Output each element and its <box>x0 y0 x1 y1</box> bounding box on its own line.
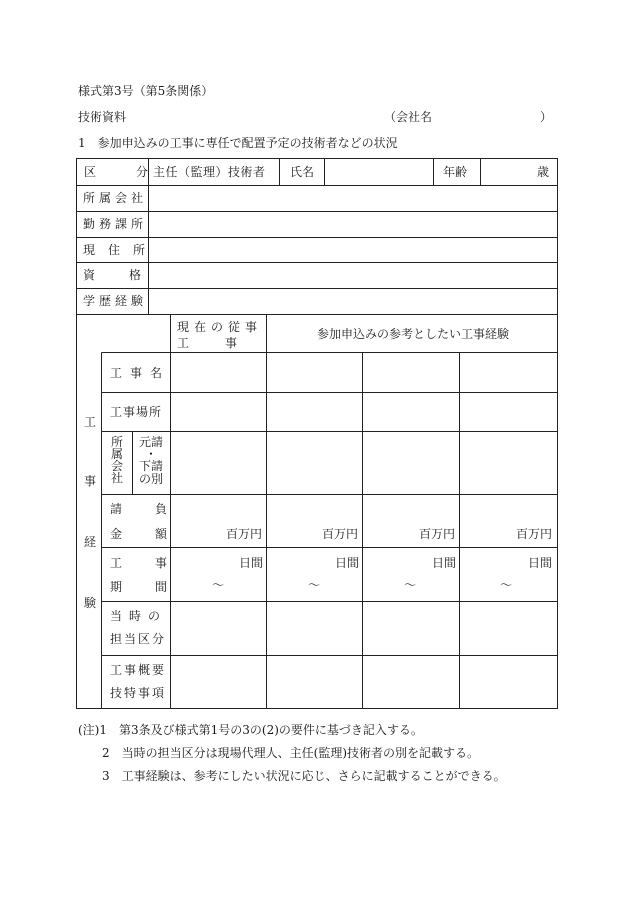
kubun-label: 区 分 <box>84 165 150 179</box>
row-label-tanto-2: 担当区分 <box>110 632 167 646</box>
unit-million-col4: 百万円 <box>516 527 553 541</box>
tilde-col1: 〜 <box>212 578 225 592</box>
row-label-gaiyo-1: 工事概要 <box>110 663 167 677</box>
current-job-label-1: 現在の従事 <box>177 320 263 334</box>
row-label-kikan-1: 工 事 <box>110 556 171 570</box>
company-vert-4: 社 <box>111 471 124 485</box>
row-label-qualification: 資格 <box>83 268 176 282</box>
company-vert-3: 会 <box>111 459 124 473</box>
unit-million-col3: 百万円 <box>419 527 456 541</box>
section-title: 1 参加申込みの工事に専任で配置予定の技術者などの状況 <box>78 136 398 150</box>
tilde-col4: 〜 <box>500 578 513 592</box>
unit-days-col1: 日間 <box>239 556 264 570</box>
company-vert-1: 所 <box>111 435 124 449</box>
row-label-education: 学歴経験 <box>83 294 148 308</box>
motouke-1: 元請 <box>139 435 164 449</box>
unit-days-col2: 日間 <box>335 556 360 570</box>
note-1: (注)1 第3条及び様式第1号の3の(2)の要件に基づき記入する。 <box>78 723 423 737</box>
experience-section-char-1: 工 <box>84 415 97 429</box>
document-title: 技術資料 <box>78 110 127 124</box>
row-label-tanto-1: 当時の <box>110 609 168 623</box>
company-name-close: ） <box>540 110 553 124</box>
row-label-koji-name: 工事名 <box>110 366 171 380</box>
name-label: 氏名 <box>290 165 315 179</box>
role-value: 主任（監理）技術者 <box>153 165 266 179</box>
current-job-label-2: 工 事 <box>177 336 238 350</box>
row-label-koji-place: 工事場所 <box>110 405 163 419</box>
motouke-4: の別 <box>139 472 164 486</box>
row-label-company: 所属会社 <box>83 191 148 205</box>
company-name-open: （会社名 <box>384 110 433 124</box>
unit-days-col4: 日間 <box>528 556 553 570</box>
note-3: 3 工事経験は、参考にしたい状況に応じ、さらに記載することができる。 <box>102 769 506 783</box>
age-unit: 歳 <box>537 165 550 179</box>
form-number: 様式第3号（第5条関係） <box>78 84 214 98</box>
experience-section-char-2: 事 <box>84 474 97 488</box>
row-label-kikan-2: 期 間 <box>110 580 171 594</box>
unit-million-col2: 百万円 <box>322 527 359 541</box>
unit-million-col1: 百万円 <box>226 527 263 541</box>
note-2: 2 当時の担当区分は現場代理人、主任(監理)技術者の別を記載する。 <box>102 746 480 760</box>
unit-days-col3: 日間 <box>432 556 457 570</box>
company-vert-2: 属 <box>111 447 124 461</box>
tilde-col2: 〜 <box>308 578 321 592</box>
row-label-department: 勤務課所 <box>83 217 148 231</box>
experience-section-char-4: 験 <box>84 596 97 610</box>
motouke-3: 下請 <box>139 459 164 473</box>
row-label-gaiyo-2: 技特事項 <box>110 686 167 700</box>
tilde-col3: 〜 <box>404 578 417 592</box>
row-label-ukeoi-1: 請 負 <box>110 502 171 516</box>
age-label: 年齢 <box>443 165 468 179</box>
row-label-ukeoi-2: 金 額 <box>110 527 171 541</box>
reference-experience-label: 参加申込みの参考としたい工事経験 <box>317 327 510 341</box>
motouke-2: ・ <box>145 447 158 461</box>
name-field[interactable] <box>326 160 432 184</box>
row-label-address: 現住所 <box>83 243 159 257</box>
experience-section-char-3: 経 <box>84 535 97 549</box>
